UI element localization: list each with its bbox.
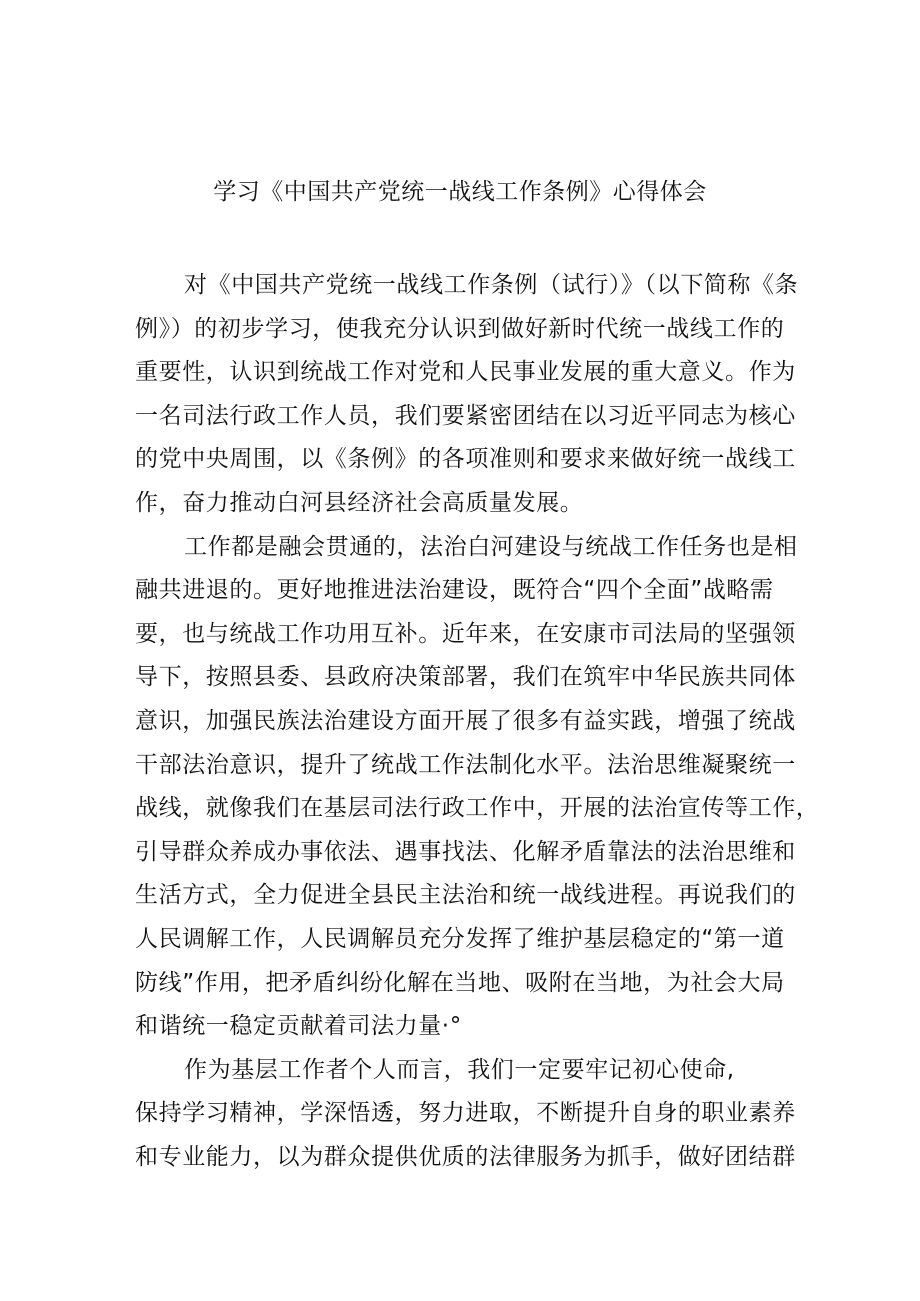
text-line: 例》）的初步学习，使我充分认识到做好新时代统一战线工作的 — [135, 315, 785, 342]
paragraph-first-line: 作为基层工作者个人而言，我们一定要牢记初心使命, — [184, 1056, 735, 1083]
text-line: 保持学习精神，学深悟透，努力进取，不断提升自身的职业素养 — [135, 1100, 796, 1127]
text-line: 战线，就像我们在基层司法行政工作中，开展的法治宣传等工作， — [135, 795, 820, 822]
paragraph-first-line: 工作都是融会贯通的，法治白河建设与统战工作任务也是相 — [184, 533, 798, 560]
document-title: 学习《中国共产党统一战线工作条例》心得体会 — [213, 179, 707, 205]
text-line: 和谐统一稳定贡献着司法力量·° — [135, 1013, 462, 1040]
text-line: 意识，加强民族法治建设方面开展了很多有益实践，增强了统战 — [135, 707, 796, 734]
text-line: 作，奋力推动白河县经济社会高质量发展。 — [135, 489, 584, 516]
text-line: 要，也与统战工作功用互补。近年来，在安康市司法局的坚强领 — [135, 620, 796, 647]
text-line: 的党中央周围，以《条例》的各项准则和要求来做好统一战线工 — [135, 446, 796, 473]
text-line: 引导群众养成办事依法、遇事找法、化解矛盾靠法的法治思维和 — [135, 838, 796, 865]
text-line: 防线”作用，把矛盾纠纷化解在当地、吸附在当地，为社会大局 — [135, 969, 785, 996]
paragraph-first-line: 对《中国共产党统一战线工作条例（试行）》（以下简称《条 — [184, 272, 799, 298]
text-line: 和专业能力，以为群众提供优质的法律服务为抓手，做好团结群 — [135, 1143, 796, 1170]
text-line: 重要性，认识到统战工作对党和人民事业发展的重大意义。作为 — [135, 359, 796, 386]
text-line: 融共进退的。更好地推进法治建设，既符合“四个全面”战略需 — [135, 577, 774, 604]
document-body — [135, 264, 820, 1179]
text-line: 一名司法行政工作人员，我们要紧密团结在以习近平同志为核心 — [135, 402, 796, 429]
text-line: 生活方式，全力促进全县民主法治和统一战线进程。再说我们的 — [135, 882, 796, 909]
text-line: 人民调解工作，人民调解员充分发挥了维护基层稳定的“第一道 — [135, 925, 785, 952]
text-line: 导下，按照县委、县政府决策部署，我们在筑牢中华民族共同体 — [135, 664, 796, 691]
text-line: 干部法治意识，提升了统战工作法制化水平。法治思维凝聚统一 — [135, 751, 796, 778]
